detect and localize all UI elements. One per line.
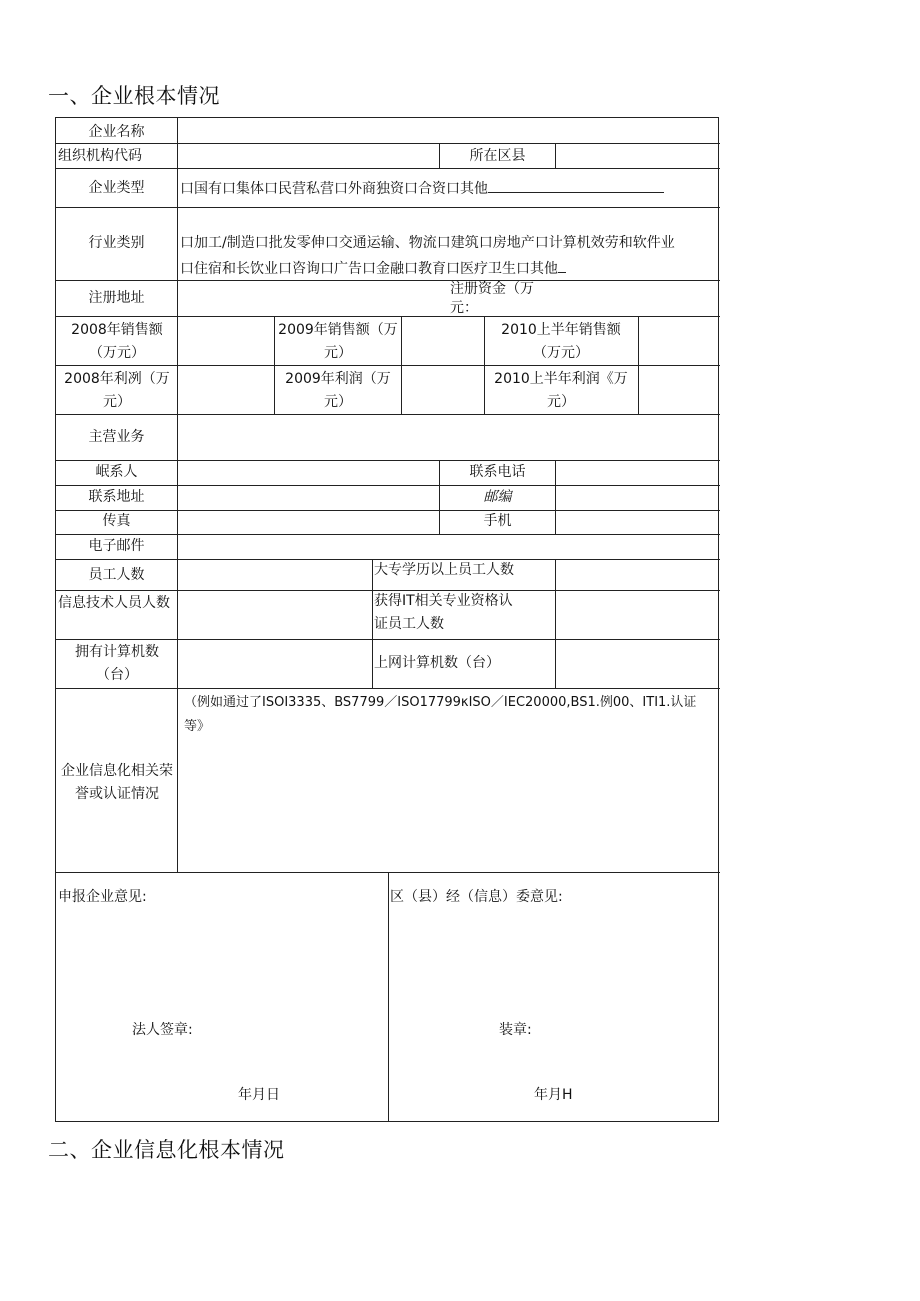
sales-2010h1-field[interactable] xyxy=(639,317,719,364)
mobile-label: 手机 xyxy=(483,513,512,529)
applicant-date-label: 年月日 xyxy=(238,1087,280,1103)
certified-staff-count-label: 获得IT相关专业资格认证员工人数 xyxy=(374,593,513,632)
profit-2009-label: 2009年利润（万元） xyxy=(285,371,391,410)
postcode-field[interactable] xyxy=(556,486,719,509)
applicant-seal-label: 法人签章: xyxy=(132,1022,193,1038)
district-field[interactable] xyxy=(556,144,719,167)
mobile-field[interactable] xyxy=(556,511,719,533)
industry-options-line1[interactable]: 口加工/制造口批发零伸口交通运输、物流口建筑口房地产口计算机效劳和软件业 xyxy=(180,235,675,251)
staff-count-field[interactable] xyxy=(178,560,371,589)
computer-count-label: 拥有计算机数（台） xyxy=(75,644,159,683)
industry-options-line2-text: 口住宿和长饮业口咨询口广告口金融口教育口医疗卫生口其他 xyxy=(180,261,558,277)
registered-capital-label: 注册资金（万元： xyxy=(450,281,534,316)
company-type-options-text: 口国有口集体口民营私营口外商独资口合资口其他 xyxy=(180,181,488,197)
sales-2009-label: 2009年销售额（万元） xyxy=(278,322,398,361)
contact-address-label: 联系地址 xyxy=(88,489,145,505)
college-staff-count-label: 大专学历以上员工人数 xyxy=(374,562,514,578)
fax-field[interactable] xyxy=(178,511,438,533)
contact-phone-label: 联系电话 xyxy=(469,464,526,480)
contact-person-field[interactable] xyxy=(178,461,438,484)
sales-2009-field[interactable] xyxy=(402,317,483,364)
honors-certification-field[interactable] xyxy=(184,691,714,739)
org-code-field[interactable] xyxy=(178,144,438,167)
contact-phone-field[interactable] xyxy=(556,461,719,484)
registered-address-label: 注册地址 xyxy=(88,290,145,306)
committee-date-label: 年月H xyxy=(534,1087,573,1103)
section-title-basic-info: 一、企业根本情况 xyxy=(48,84,220,108)
sales-2010h1-label: 2010上半年销售额（万元） xyxy=(501,322,621,361)
sales-2008-label: 2008年销售额（万元） xyxy=(71,322,163,361)
honors-example-hint: （例如通过了ISOI3335、BS7799／ISO17799κISO／IEC20000,BS1.例00、ITI1.认证等》 xyxy=(184,695,697,734)
email-field[interactable] xyxy=(178,535,719,558)
honors-certification-label: 企业信息化相关荣誉或认证情况 xyxy=(61,763,173,802)
profit-2009-field[interactable] xyxy=(402,366,483,413)
company-info-form xyxy=(55,117,719,1122)
main-business-field[interactable] xyxy=(178,415,719,459)
main-business-label: 主营业务 xyxy=(88,429,145,445)
district-label: 所在区县 xyxy=(469,148,526,164)
profit-2008-label: 2008年利冽（万元） xyxy=(64,371,170,410)
computer-count-field[interactable] xyxy=(178,640,371,687)
org-code-label: 组织机构代码 xyxy=(58,148,142,164)
committee-opinion-label: 区（县）经（信息）委意见: xyxy=(390,889,563,905)
fax-label: 传真 xyxy=(102,513,131,529)
section-title-it-info: 二、企业信息化根本情况 xyxy=(48,1138,285,1162)
company-type-label: 企业类型 xyxy=(88,180,145,196)
industry-label: 行业类别 xyxy=(88,235,145,251)
applicant-opinion-label: 申报企业意见: xyxy=(58,889,147,905)
it-staff-count-label: 信息技术人员人数 xyxy=(58,595,170,611)
committee-seal-label: 装章: xyxy=(499,1022,532,1038)
online-computer-count-field[interactable] xyxy=(556,640,719,687)
profit-2010h1-field[interactable] xyxy=(639,366,719,413)
registered-address-field[interactable] xyxy=(178,281,438,315)
profit-2010h1-label: 2010上半年利润《万元） xyxy=(494,371,628,410)
industry-other-blank[interactable] xyxy=(558,257,566,273)
postcode-label: 邮编 xyxy=(483,489,512,505)
profit-2008-field[interactable] xyxy=(178,366,273,413)
company-type-other-blank[interactable] xyxy=(488,177,664,193)
it-staff-count-field[interactable] xyxy=(178,591,371,638)
company-type-options[interactable] xyxy=(180,177,718,201)
email-label: 电子邮件 xyxy=(88,538,145,554)
company-name-field[interactable] xyxy=(178,119,719,142)
college-staff-count-field[interactable] xyxy=(556,560,719,589)
online-computer-count-label: 上网计算机数（台） xyxy=(374,655,500,671)
sales-2008-field[interactable] xyxy=(178,317,273,364)
certified-staff-count-field[interactable] xyxy=(556,591,719,638)
staff-count-label: 员工人数 xyxy=(88,567,145,583)
contact-person-label: 岷系人 xyxy=(95,464,138,480)
contact-address-field[interactable] xyxy=(178,486,438,509)
company-name-label: 企业名称 xyxy=(88,124,145,140)
industry-options-line2[interactable] xyxy=(180,257,720,281)
